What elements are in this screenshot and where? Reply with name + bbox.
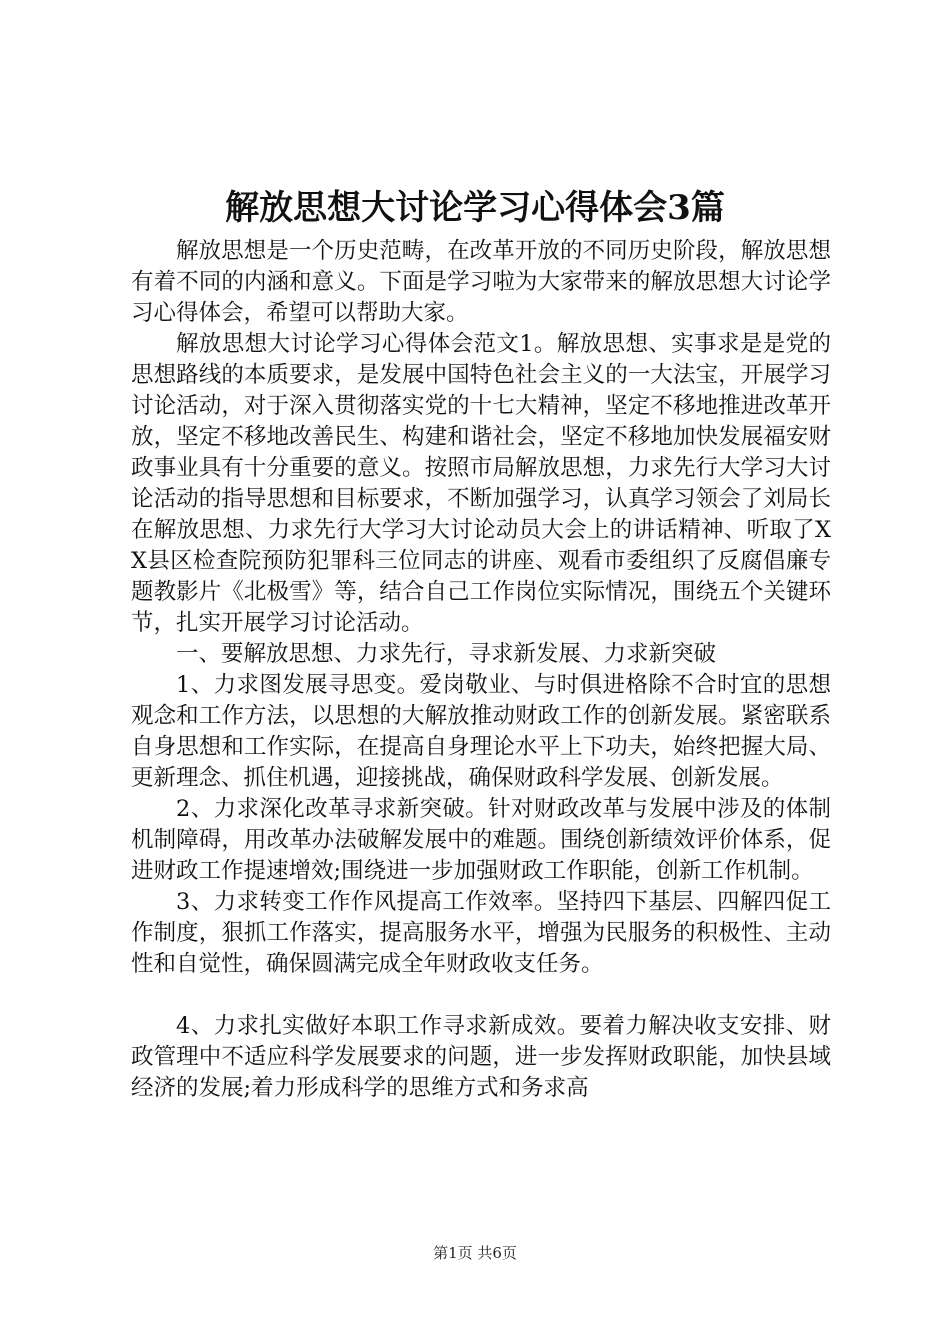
paragraph-item-3: 3、力求转变工作作风提高工作效率。坚持四下基层、四解四促工作制度，狠抓工作落实，提高服务水平，增强为民服务的积极性、主动性和自觉性，确保圆满完成全年财政收支任务。: [131, 889, 831, 977]
paragraph-item-2: 2、力求深化改革寻求新突破。针对财政改革与发展中涉及的体制机制障碍，用改革办法破解发展中的难题。围绕创新绩效评价体系，促进财政工作提速增效;围绕进一步加强财政工作职能，创新工作机制。: [131, 796, 831, 884]
document-title: 解放思想大讨论学习心得体会3篇: [225, 188, 725, 228]
section-heading-1: 一、要解放思想、力求先行，寻求新发展、力求新突破: [176, 641, 717, 667]
paragraph-sample-1: 解放思想大讨论学习心得体会范文1。解放思想、实事求是是党的思想路线的本质要求，是发展中国特色社会主义的一大法宝，开展学习讨论活动，对于深入贯彻落实党的十七大精神，坚定不移地推进改革开放，坚定不移地改善民生、构建和谐社会，坚定不移地加快发展福安财政事业具有十分重要的意义。按照市局解放思想，力求先行大学习大讨论活动的指导思想和目标要求，不断加强学习，认真学习领会了刘局长在解放思想、力求先行大学习大讨论动员大会上的讲话精神、听取了XX县区检查院预防犯罪科三位同志的讲座、观看市委组织了反腐倡廉专题教影片《北极雪》等，结合自己工作岗位实际情况，围绕五个关键环节，扎实开展学习讨论活动。: [131, 331, 831, 636]
paragraph-item-1: 1、力求图发展寻思变。爱岗敬业、与时俱进格除不合时宜的思想观念和工作方法，以思想的大解放推动财政工作的创新发展。紧密联系自身思想和工作实际，在提高自身理论水平上下功夫，始终把握大局、更新理念、抓住机遇，迎接挑战，确保财政科学发展、创新发展。: [131, 672, 831, 791]
page-number-footer: 第1页 共6页: [433, 1244, 517, 1262]
paragraph-intro: 解放思想是一个历史范畴，在改革开放的不同历史阶段，解放思想有着不同的内涵和意义。下面是学习啦为大家带来的解放思想大讨论学习心得体会，希望可以帮助大家。: [131, 238, 831, 326]
document-body: [131, 236, 831, 1104]
paragraph-item-4: 4、力求扎实做好本职工作寻求新成效。要着力解决收支安排、财政管理中不适应科学发展要求的问题，进一步发挥财政职能，加快县域经济的发展;着力形成科学的思维方式和务求高: [131, 1013, 831, 1101]
